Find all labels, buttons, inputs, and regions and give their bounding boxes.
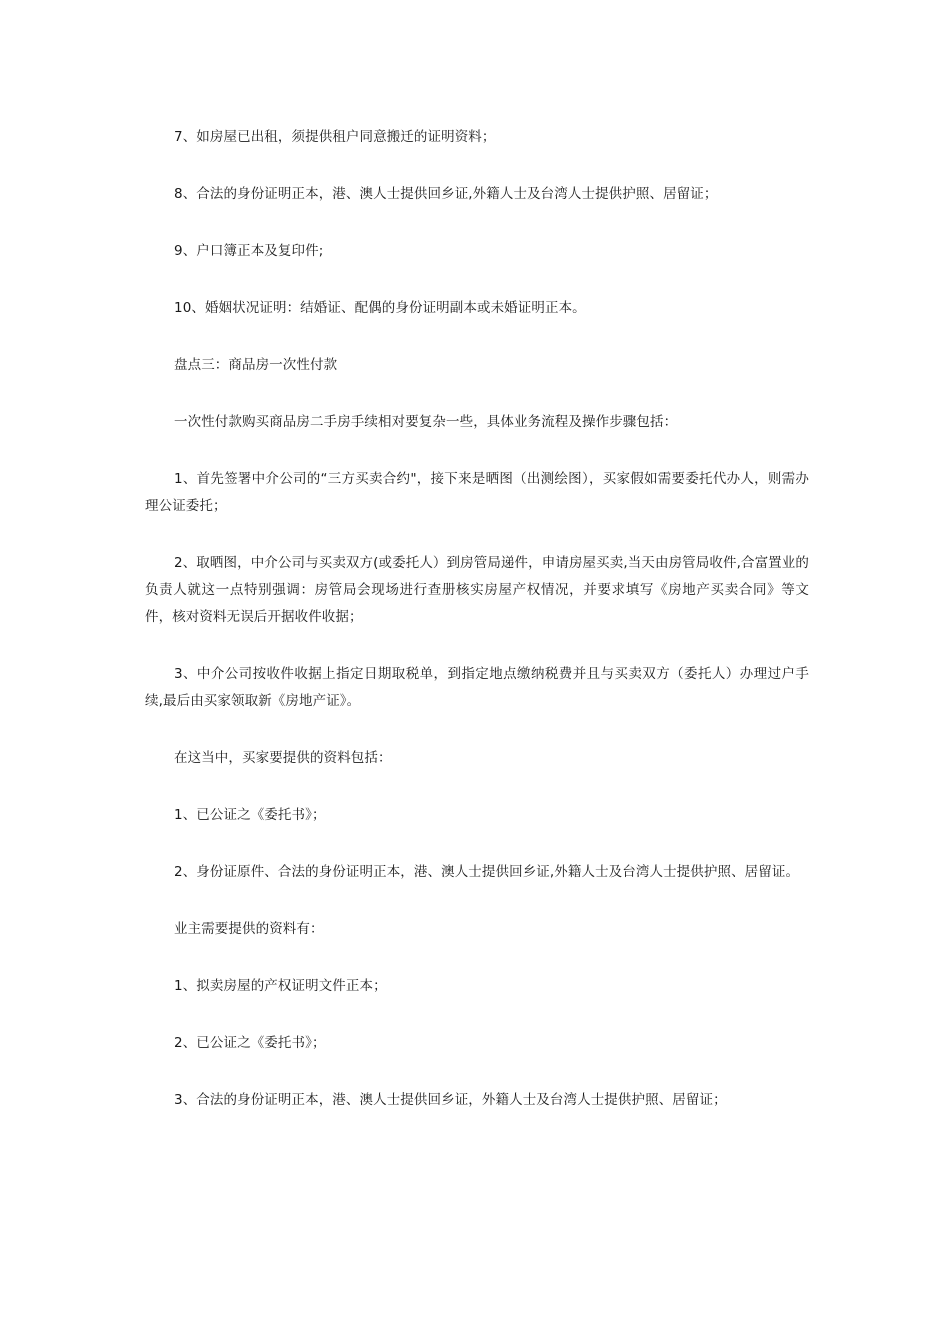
process-step-2: 2、取晒图，中介公司与买卖双方(或委托人）到房管局递件，申请房屋买卖,当天由房管局收件,合富置业的负责人就这一点特别强调：房管局会现场进行查册核实房屋产权情况，并要求填写《房地产买卖合同》等文件，核对资料无误后开据收件收据； [145, 555, 809, 625]
process-step-3: 3、中介公司按收件收据上指定日期取税单，到指定地点缴纳税费并且与买卖双方（委托人）办理过户手续,最后由买家领取新《房地产证》。 [145, 666, 809, 709]
owner-doc-1: 1、拟卖房屋的产权证明文件正本； [174, 978, 387, 994]
buyer-doc-2: 2、身份证原件、合法的身份证明正本，港、澳人士提供回乡证,外籍人士及台湾人士提供护照、居留证。 [174, 864, 800, 880]
owner-doc-3: 3、合法的身份证明正本，港、澳人士提供回乡证，外籍人士及台湾人士提供护照、居留证； [174, 1092, 727, 1108]
paragraph-item-7-rental: 7、如房屋已出租，须提供租户同意搬迁的证明资料； [174, 129, 496, 145]
buyer-doc-1: 1、已公证之《委托书》； [174, 807, 326, 823]
section-intro: 一次性付款购买商品房二手房手续相对要复杂一些，具体业务流程及操作步骤包括： [174, 414, 678, 430]
buyer-docs-heading: 在这当中，买家要提供的资料包括： [174, 750, 392, 766]
paragraph-item-9-household-register: 9、户口簿正本及复印件; [174, 243, 324, 259]
paragraph-item-8-identity: 8、合法的身份证明正本，港、澳人士提供回乡证,外籍人士及台湾人士提供护照、居留证； [174, 186, 718, 202]
paragraph-item-10-marital-status: 10、婚姻状况证明：结婚证、配偶的身份证明副本或未婚证明正本。 [174, 300, 586, 316]
owner-doc-2: 2、已公证之《委托书》； [174, 1035, 326, 1051]
section-heading: 盘点三：商品房一次性付款 [174, 357, 338, 373]
owner-docs-heading: 业主需要提供的资料有： [174, 921, 324, 937]
process-step-1: 1、首先签署中介公司的“三方买卖合约"，接下来是晒图（出测绘图），买家假如需要委托代办人，则需办理公证委托； [145, 471, 809, 514]
document-body [145, 124, 809, 1144]
